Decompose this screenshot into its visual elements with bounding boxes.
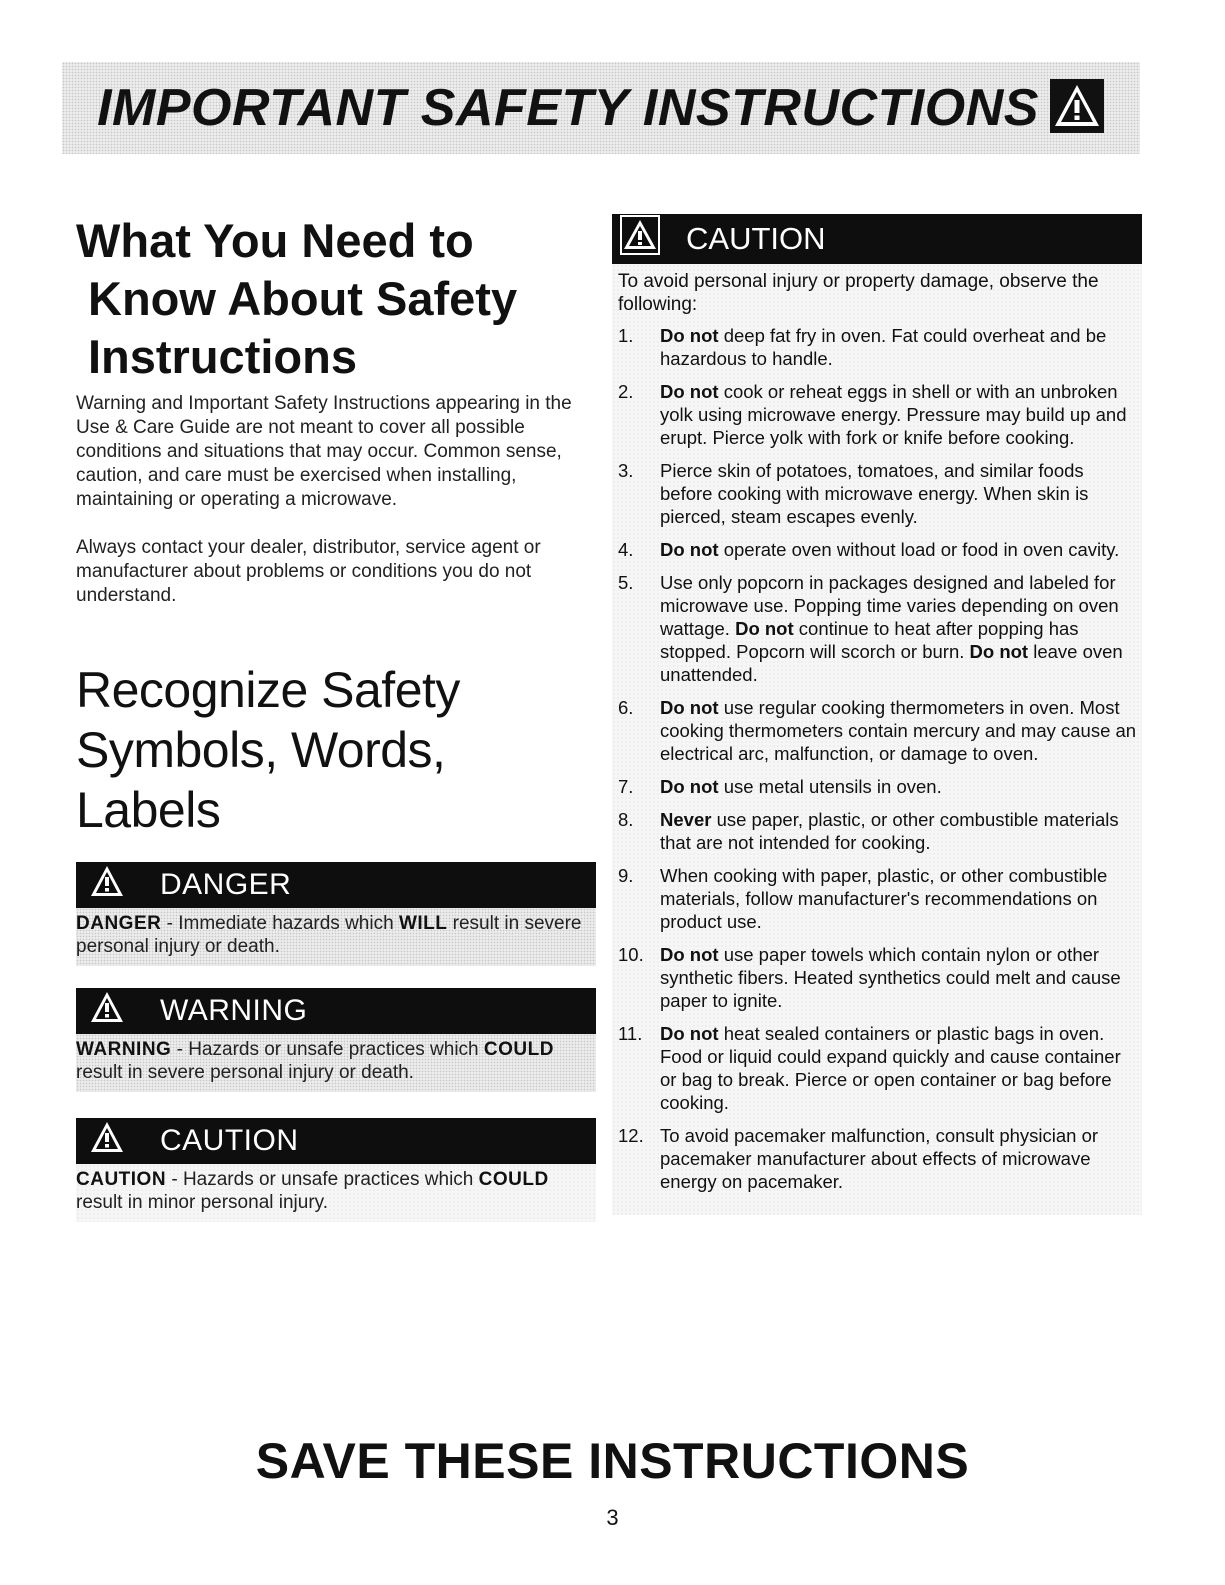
list-item-number: 11. (618, 1023, 643, 1044)
list-item-number: 3. (618, 460, 634, 481)
heading-line: What You Need to (76, 214, 474, 267)
heading-line: Symbols, Words, Labels (76, 722, 446, 838)
caution-bar-label: CAUTION (686, 221, 826, 256)
list-item-number: 8. (618, 809, 634, 830)
page-header (62, 62, 1140, 154)
list-item-number: 10. (618, 944, 644, 965)
caution-bar (612, 214, 1142, 264)
heading-line: Know About Safety (88, 272, 518, 325)
desc-text: result in severe personal injury or death. (76, 913, 582, 957)
contact-paragraph: Always contact your dealer, distributor, service agent or manufacturer about problems or conditions you do not understand. (76, 537, 541, 606)
list-item-text: Use only popcorn in packages designed and labeled for microwave use. Popping time varies depending on oven wattage. Do not continue to heat after popping has stopped. Popcorn will scorch or burn. Do not leave oven unattended. (660, 572, 1123, 685)
list-item-number: 9. (618, 865, 634, 886)
danger-bar (76, 862, 596, 908)
list-item-text: Do not deep fat fry in oven. Fat could overheat and be hazardous to handle. (660, 325, 1107, 369)
list-item-number: 2. (618, 381, 634, 402)
signal-word: WARNING (76, 1039, 172, 1060)
list-item (618, 943, 1138, 1012)
section-heading-safety (76, 212, 596, 386)
heading-line: Recognize Safety (76, 662, 460, 718)
warning-triangle-icon (620, 215, 660, 263)
list-item-text: To avoid pacemaker malfunction, consult physician or pacemaker manufacturer about effects of microwave energy on pacemaker. (660, 1125, 1099, 1192)
warning-triangle-icon (1049, 78, 1105, 139)
heading-line: Instructions (88, 330, 357, 383)
list-item-number: 5. (618, 572, 634, 593)
caution-bar-label: CAUTION (160, 1124, 299, 1157)
danger-description (76, 908, 596, 966)
list-item-text: When cooking with paper, plastic, or other combustible materials, follow manufacturer's recommendations on product use. (660, 865, 1108, 932)
warning-triangle-icon (90, 991, 124, 1031)
list-item (618, 571, 1138, 686)
list-item (618, 324, 1138, 370)
page-title: IMPORTANT SAFETY INSTRUCTIONS (97, 79, 1039, 137)
list-item-number: 1. (618, 325, 634, 346)
list-item (618, 538, 1138, 561)
desc-text: - Immediate hazards which (161, 913, 399, 934)
list-item-text: Do not use metal utensils in oven. (660, 776, 942, 797)
desc-emphasis: WILL (398, 913, 448, 934)
list-item (618, 808, 1138, 854)
warning-label (76, 988, 596, 1092)
warning-bar (76, 988, 596, 1034)
list-item-number: 4. (618, 539, 634, 560)
list-item-text: Do not heat sealed containers or plastic bags in oven. Food or liquid could expand quickly and cause container or bag to break. Pierce or open container or bag before cooking. (660, 1023, 1121, 1113)
caution-intro: To avoid personal injury or property damage, observe the following: (618, 271, 1099, 315)
list-item-number: 12. (618, 1125, 644, 1146)
list-item (618, 775, 1138, 798)
signal-word: CAUTION (76, 1169, 167, 1190)
list-item-text: Never use paper, plastic, or other combustible materials that are not intended for cooking. (660, 809, 1119, 853)
footer-title: SAVE THESE INSTRUCTIONS (255, 1433, 970, 1489)
desc-text: - Hazards or unsafe practices which (171, 1039, 484, 1060)
signal-word: DANGER (76, 913, 162, 934)
list-item (618, 459, 1138, 528)
list-item-number: 7. (618, 776, 634, 797)
desc-text: result in minor personal injury. (76, 1192, 329, 1213)
list-item (618, 380, 1138, 449)
list-item-number: 6. (618, 697, 634, 718)
page-number: 3 (606, 1505, 619, 1530)
list-item-text: Do not use regular cooking thermometers in oven. Most cooking thermometers contain mercury and may cause an electrical arc, malfunction, or damage to oven. (660, 697, 1137, 764)
list-item (618, 864, 1138, 933)
warning-triangle-icon (90, 865, 124, 905)
caution-description (76, 1164, 596, 1222)
list-item (618, 696, 1138, 765)
caution-list (618, 324, 1138, 1193)
list-item-text: Do not operate oven without load or food in oven cavity. (660, 539, 1120, 560)
warning-bar-label: WARNING (160, 994, 308, 1027)
warning-triangle-icon (90, 1121, 124, 1161)
warning-description (76, 1034, 596, 1092)
intro-paragraph: Warning and Important Safety Instructions appearing in the Use & Care Guide are not meant to cover all possible conditions and situations that may occur. Common sense, caution, and care must be exercised when installing, maintaining or operating a microwave. (76, 393, 572, 510)
right-column (612, 214, 1142, 1215)
desc-emphasis: COULD (478, 1169, 549, 1190)
left-column (76, 212, 596, 1222)
list-item-text: Pierce skin of potatoes, tomatoes, and similar foods before cooking with microwave energy. When skin is pierced, steam escapes evenly. (660, 460, 1089, 527)
section-heading-recognize (76, 660, 596, 840)
list-item-text: Do not cook or reheat eggs in shell or with an unbroken yolk using microwave energy. Pressure may build up and erupt. Pierce yolk with fork or knife before cooking. (660, 381, 1127, 448)
caution-label (76, 1118, 596, 1222)
desc-emphasis: COULD (483, 1039, 554, 1060)
list-item-text: Do not use paper towels which contain nylon or other synthetic fibers. Heated synthetics could melt and cause paper to ignite. (660, 944, 1121, 1011)
caution-bar (76, 1118, 596, 1164)
desc-text: - Hazards or unsafe practices which (166, 1169, 479, 1190)
danger-label (76, 862, 596, 966)
danger-bar-label: DANGER (160, 868, 292, 901)
list-item (618, 1124, 1138, 1193)
caution-list-panel (612, 264, 1142, 1215)
desc-text: result in severe personal injury or death. (76, 1062, 414, 1083)
list-item (618, 1022, 1138, 1114)
